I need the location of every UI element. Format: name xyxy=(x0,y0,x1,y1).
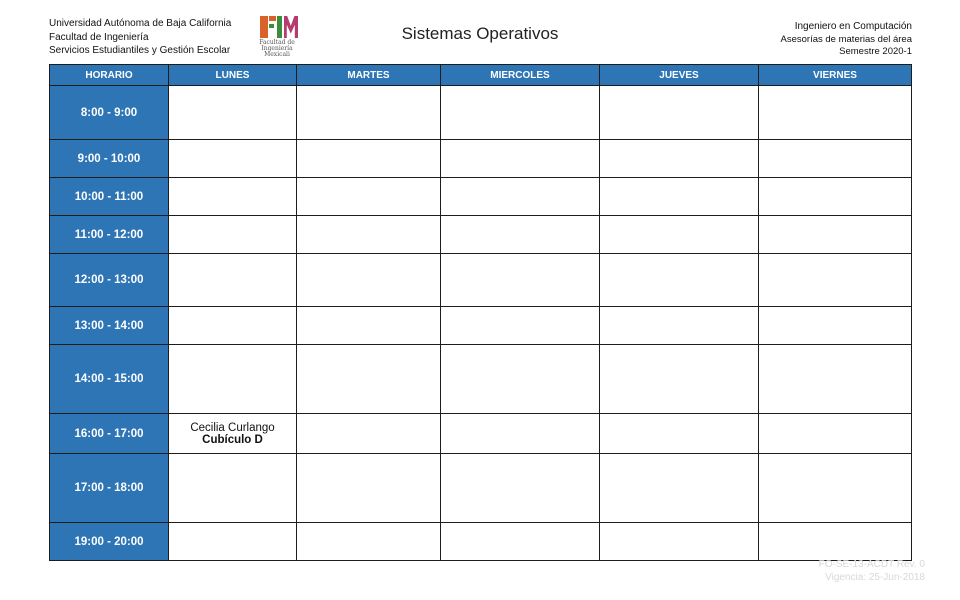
location-label: Cubículo D xyxy=(202,433,263,446)
schedule-cell xyxy=(297,454,441,523)
time-slot-cell: 17:00 - 18:00 xyxy=(50,454,169,523)
schedule-cell xyxy=(441,140,600,178)
schedule-cell xyxy=(169,414,297,454)
schedule-cell xyxy=(169,254,297,307)
schedule-cell xyxy=(759,454,912,523)
table-row xyxy=(50,414,912,454)
schedule-cell xyxy=(297,254,441,307)
schedule-cell xyxy=(169,345,297,414)
schedule-cell xyxy=(600,216,759,254)
fim-logo-text: Facultad de Ingeniería Mexicali xyxy=(259,39,295,58)
schedule-cell xyxy=(441,523,600,561)
schedule-cell xyxy=(169,86,297,140)
schedule-cell xyxy=(441,307,600,345)
program-block xyxy=(781,21,912,59)
table-row xyxy=(50,216,912,254)
table-row xyxy=(50,307,912,345)
schedule-cell xyxy=(297,414,441,454)
schedule-cell xyxy=(759,178,912,216)
fim-logo xyxy=(256,14,298,58)
schedule-cell xyxy=(297,307,441,345)
faculty-name: Facultad de Ingeniería xyxy=(49,31,149,43)
schedule-cell xyxy=(600,254,759,307)
time-slot-cell: 19:00 - 20:00 xyxy=(50,523,169,561)
schedule-cell xyxy=(297,178,441,216)
schedule-cell xyxy=(759,414,912,454)
table-row xyxy=(50,254,912,307)
table-header-row xyxy=(50,65,912,86)
schedule-cell xyxy=(297,523,441,561)
schedule-cell xyxy=(169,140,297,178)
schedule-cell xyxy=(297,140,441,178)
schedule-cell xyxy=(600,307,759,345)
time-slot-cell: 10:00 - 11:00 xyxy=(50,178,169,216)
column-header-jueves: JUEVES xyxy=(600,65,759,86)
form-code: FO-SE-13-ACDT Rev. 0 xyxy=(818,559,925,570)
column-header-horario: HORARIO xyxy=(50,65,169,86)
schedule-cell xyxy=(600,414,759,454)
schedule-cell xyxy=(169,307,297,345)
schedule-cell xyxy=(759,345,912,414)
table-row xyxy=(50,140,912,178)
time-slot-cell: 8:00 - 9:00 xyxy=(50,86,169,140)
table-row xyxy=(50,86,912,140)
schedule-cell xyxy=(759,523,912,561)
time-slot-cell: 11:00 - 12:00 xyxy=(50,216,169,254)
schedule-cell xyxy=(759,307,912,345)
schedule-cell xyxy=(169,523,297,561)
schedule-cell xyxy=(759,216,912,254)
schedule-cell xyxy=(297,86,441,140)
schedule-cell xyxy=(297,345,441,414)
semester-label: Semestre 2020-1 xyxy=(839,46,912,57)
time-slot-cell: 9:00 - 10:00 xyxy=(50,140,169,178)
time-slot-cell: 12:00 - 13:00 xyxy=(50,254,169,307)
schedule-cell xyxy=(600,140,759,178)
schedule-cell xyxy=(759,254,912,307)
advisor-name: Cecilia Curlango xyxy=(190,421,275,434)
schedule-cell xyxy=(600,86,759,140)
schedule-cell xyxy=(441,414,600,454)
fim-logo-mark xyxy=(256,14,298,38)
schedule-cell xyxy=(600,523,759,561)
schedule-cell xyxy=(441,216,600,254)
schedule-cell xyxy=(600,454,759,523)
time-slot-cell: 13:00 - 14:00 xyxy=(50,307,169,345)
schedule-cell xyxy=(169,178,297,216)
table-row xyxy=(50,454,912,523)
table-row xyxy=(50,345,912,414)
column-header-martes: MARTES xyxy=(297,65,441,86)
schedule-cell xyxy=(169,216,297,254)
schedule-cell xyxy=(759,140,912,178)
schedule-cell xyxy=(441,86,600,140)
department-name: Servicios Estudiantiles y Gestión Escolar xyxy=(49,45,231,56)
time-slot-cell: 16:00 - 17:00 xyxy=(50,414,169,454)
program-name: Ingeniero en Computación xyxy=(794,21,912,32)
schedule-cell xyxy=(441,454,600,523)
table-row xyxy=(50,178,912,216)
schedule-cell xyxy=(759,86,912,140)
schedule-cell xyxy=(441,254,600,307)
column-header-viernes: VIERNES xyxy=(759,65,912,86)
university-name: Universidad Autónoma de Baja California xyxy=(49,18,232,29)
advisory-subtitle: Asesorías de materias del área xyxy=(780,33,912,45)
validity-date: Vigencia: 25-Jun-2018 xyxy=(825,572,925,583)
schedule-cell xyxy=(169,454,297,523)
schedule-cell xyxy=(441,345,600,414)
schedule-cell xyxy=(600,345,759,414)
column-header-miercoles: MIERCOLES xyxy=(441,65,600,86)
document-footer xyxy=(819,558,925,584)
schedule-cell xyxy=(297,216,441,254)
page-title: Sistemas Operativos xyxy=(401,24,559,43)
table-row xyxy=(50,523,912,561)
institution-block xyxy=(49,17,231,58)
schedule-cell xyxy=(600,178,759,216)
time-slot-cell: 14:00 - 15:00 xyxy=(50,345,169,414)
schedule-table xyxy=(49,64,912,561)
schedule-cell xyxy=(441,178,600,216)
column-header-lunes: LUNES xyxy=(169,65,297,86)
